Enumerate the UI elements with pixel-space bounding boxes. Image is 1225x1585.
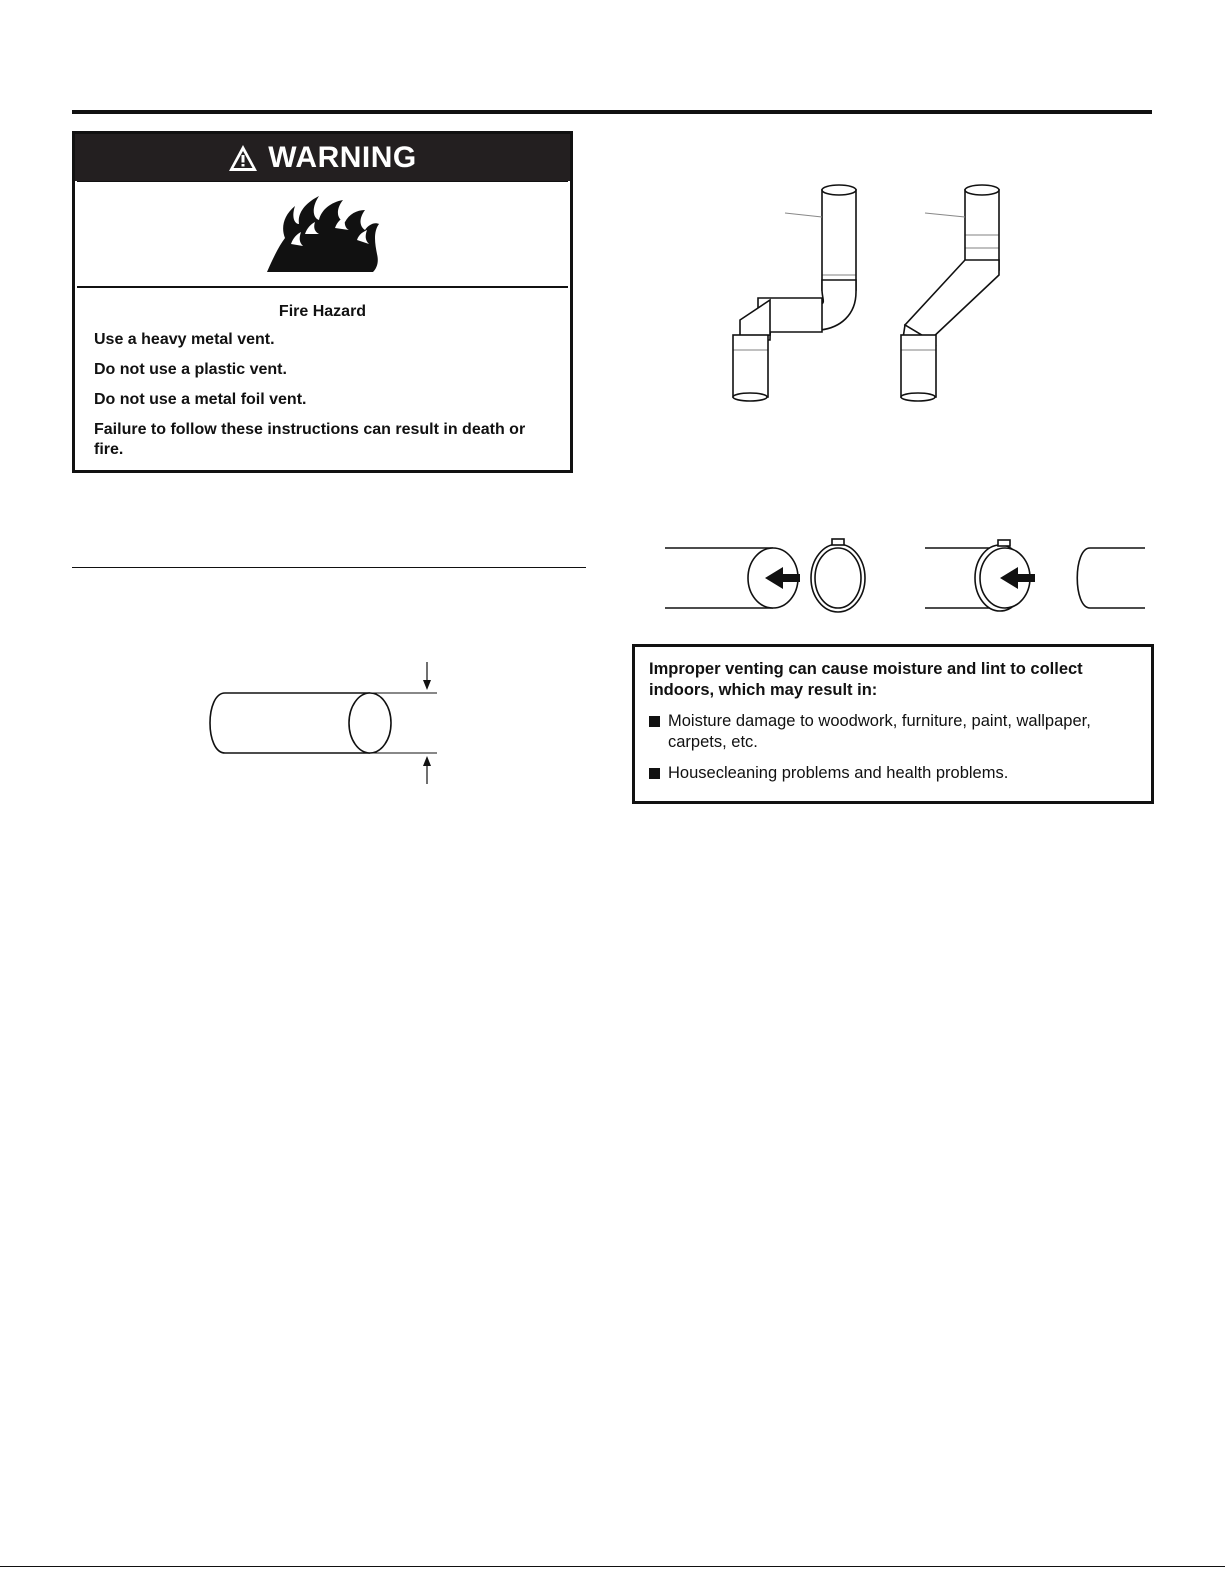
- elbow-vents-illustration: [720, 180, 1020, 410]
- top-rule: [72, 110, 1152, 114]
- bottom-rule: [0, 1566, 1225, 1567]
- bullet-icon: [649, 716, 660, 727]
- warning-line: Do not use a metal foil vent.: [94, 391, 307, 408]
- improper-venting-heading: Improper venting can cause moisture and lint to collect indoors, which may result in:: [649, 660, 1083, 699]
- warning-line: Failure to follow these instructions can result in death or fire.: [94, 421, 526, 458]
- fire-icon: [265, 194, 380, 274]
- warning-line: Do not use a plastic vent.: [94, 361, 287, 378]
- warning-title: WARNING: [268, 140, 417, 174]
- list-item: [649, 763, 1137, 784]
- warning-header: [75, 134, 570, 181]
- list-item-text: Moisture damage to woodwork, furniture, paint, wallpaper, carpets, etc.: [668, 712, 1091, 751]
- bullet-icon: [649, 768, 660, 779]
- section-rule: [72, 567, 586, 568]
- fire-graphic: [77, 181, 568, 288]
- warning-line: Use a heavy metal vent.: [94, 331, 275, 348]
- warning-box: [72, 131, 573, 473]
- warning-triangle-icon: [228, 144, 258, 172]
- vent-diameter-illustration: [195, 660, 455, 785]
- list-item: [649, 711, 1137, 753]
- hazard-title: Fire Hazard: [278, 303, 367, 320]
- list-item-text: Housecleaning problems and health problems.: [668, 764, 1009, 782]
- improper-venting-box: [632, 644, 1154, 804]
- clamp-illustration: [655, 535, 1155, 617]
